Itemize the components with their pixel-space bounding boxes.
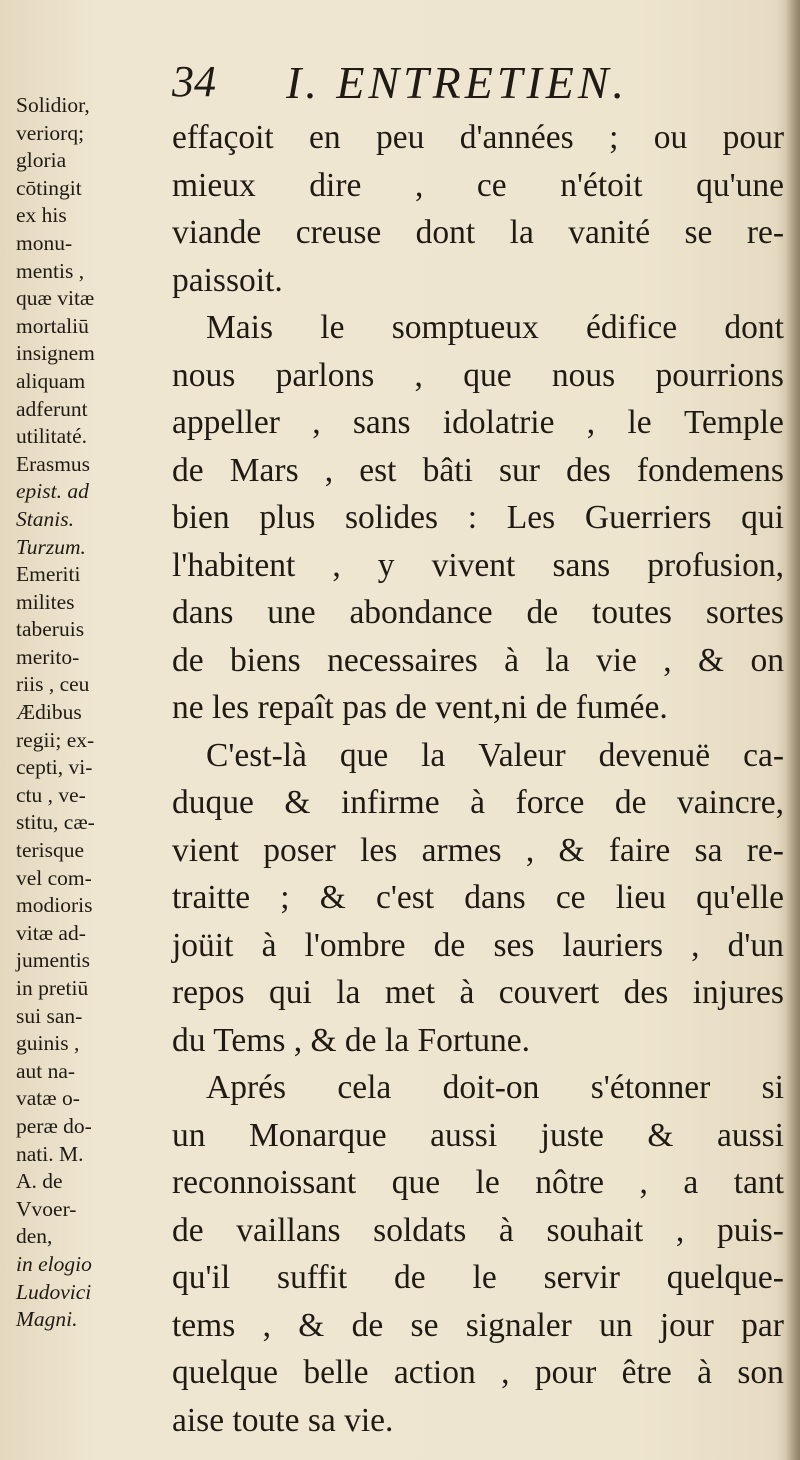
marginal-note-line: gloria [16,148,67,173]
marginal-note-line: in elogio [16,1251,92,1276]
marginal-note-line: terisque [16,838,85,863]
marginal-note-line: modioris [16,893,93,918]
marginal-note-line: nati. M. [16,1141,84,1166]
text-line: ne les repaît pas de vent,ni de fumée. [172,689,668,726]
text-line: paissoit. [172,261,283,299]
marginal-note-line: guinis , [16,1031,80,1056]
marginal-note-line: in pretiū [16,976,89,1000]
marginal-note-line: cōtingit [16,175,82,200]
marginal-note-line: utilitaté. [16,424,88,449]
page-number: 34 [172,57,216,106]
marginal-note-line: merito- [16,644,80,669]
text-line: un Monarque aussi juste & aussi [172,1116,784,1154]
text-line: l'habitent , y vivent sans profusion, [172,546,784,584]
text-line: dans une abondance de toutes sortes [172,594,784,631]
marginal-note-line: den, [16,1224,53,1249]
text-line: reconnoissant que le nôtre , a tant [172,1164,784,1201]
marginal-note-line: cepti, vi- [16,755,93,780]
marginal-note-line: aliquam [16,368,86,393]
marginal-note-line: A. de [16,1169,63,1194]
marginal-note-line: mortaliū [16,313,89,338]
page-header [168,50,778,110]
marginal-note-line: veriorq; [16,120,85,145]
marginal-note-line: stitu, cæ- [16,810,95,835]
text-line: duque & infirme à force de vaincre, [172,784,784,821]
marginal-note-line: milites [16,589,75,614]
page-edge-shadow [786,0,800,1460]
marginal-note-line: jumentis [16,948,91,973]
marginal-note-line: Stanis. [16,506,74,531]
marginal-note-line: Erasmus [16,451,91,476]
text-line: traitte ; & c'est dans ce lieu qu'elle [172,879,784,916]
marginal-note-line: ctu , ve- [16,782,86,807]
marginal-note-line: regii; ex- [16,727,95,752]
marginal-note-line: monu- [16,230,73,255]
text-line: repos qui la met à couvert des injures [172,974,784,1011]
text-line: quelque belle action , pour être à son [172,1354,784,1391]
text-line: de vaillans soldats à souhait , puis- [172,1211,784,1249]
text-line: viande creuse dont la vanité se re- [172,214,784,251]
marginal-note-line: quæ vitæ [16,286,95,311]
text-line: vient poser les armes , & faire sa re- [172,831,784,869]
text-line: C'est-là que la Valeur devenuë ca- [206,736,784,774]
text-line: de biens necessaires à la vie , & on [172,641,784,679]
marginal-note-line: mentis , [16,258,85,283]
marginal-note-line: Vvoer- [16,1196,77,1221]
marginal-note-line: sui san- [16,1003,83,1028]
marginal-note-line: vitæ ad- [16,920,86,945]
text-line: qu'il suffit de le servir quelque- [172,1259,784,1296]
marginal-note-line: vatæ o- [16,1086,80,1111]
text-line: de Mars , est bâti sur des fondemens [172,451,784,489]
text-line: nous parlons , que nous pourrions [172,356,784,394]
body-text [172,114,784,1444]
marginal-note-line: aut na- [16,1058,76,1083]
text-line: bien plus solides : Les Guerriers qui [172,499,784,536]
marginal-note-line: vel com- [16,865,92,890]
text-line: effaçoit en peu d'années ; ou pour [172,119,784,156]
marginal-note-line: Solidior, [16,93,90,117]
text-line: mieux dire , ce n'étoit qu'une [172,166,784,204]
text-line: appeller , sans idolatrie , le Temple [172,404,784,441]
text-line: tems , & de se signaler un jour par [172,1306,784,1344]
running-title: I. ENTRETIEN. [286,57,629,108]
marginal-note-line: Emeriti [16,562,81,587]
marginal-note-line: Ædibus [16,700,82,725]
text-line: du Tems , & de la Fortune. [172,1021,531,1059]
marginal-note-line: ex his [16,203,67,228]
text-line: joüit à l'ombre de ses lauriers , d'un [172,926,784,964]
marginal-note-line: taberuis [16,617,85,642]
marginal-note-line: epist. ad [16,479,89,504]
marginal-note-line: Ludovici [16,1279,92,1304]
marginal-note-line: Magni. [16,1307,78,1332]
marginal-note-line: riis , ceu [16,672,90,697]
marginal-note-line: peræ do- [16,1113,92,1138]
marginal-note-line: insignem [16,341,95,366]
marginal-note [16,92,161,1334]
text-line: Mais le somptueux édifice dont [206,309,784,346]
text-line: Aprés cela doit-on s'étonner si [206,1069,784,1106]
marginal-note-line: Turzum. [16,534,86,559]
text-line: aise toute sa vie. [172,1401,394,1439]
marginal-note-line: adferunt [16,396,88,421]
